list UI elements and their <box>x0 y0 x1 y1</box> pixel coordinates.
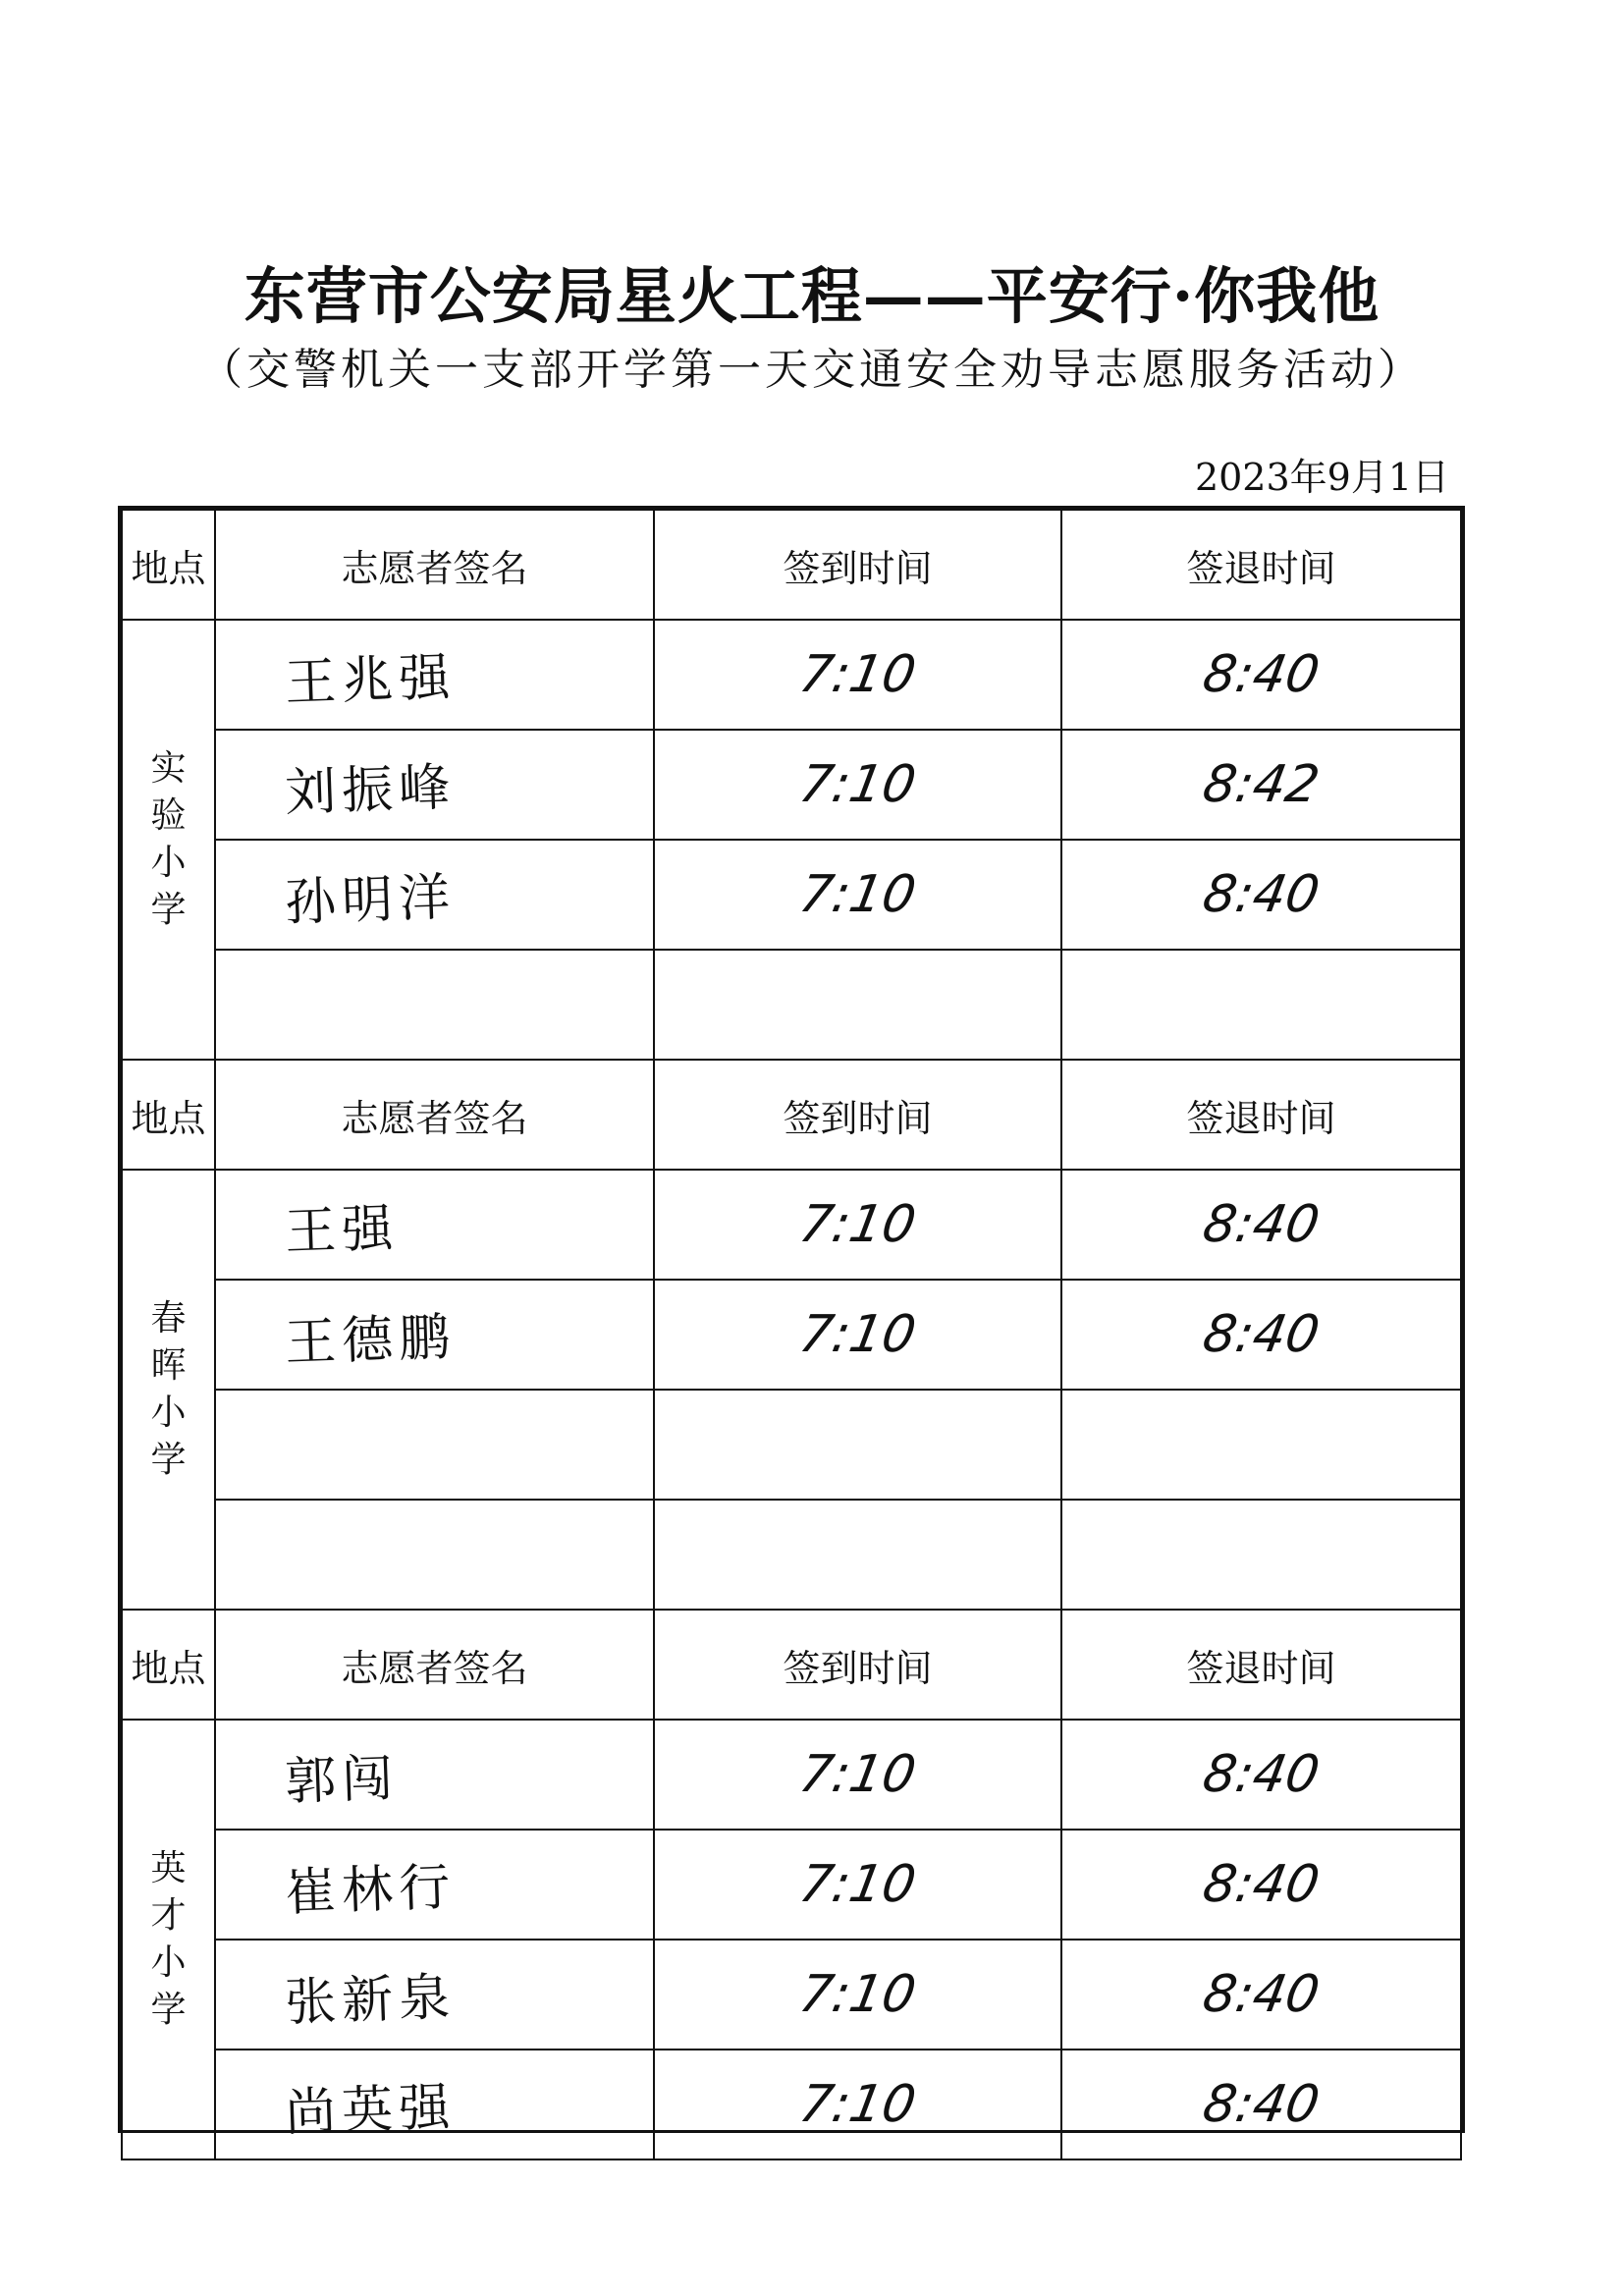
check-out-time-cell <box>1061 950 1461 1060</box>
volunteer-signature-cell <box>215 1720 654 1830</box>
volunteer-signature: 孙明洋 <box>284 867 458 933</box>
check-out-time: 8:40 <box>1198 865 1325 924</box>
table-row <box>122 1720 1461 1830</box>
check-in-time-cell <box>654 1170 1061 1280</box>
header-check-in: 签到时间 <box>654 1060 1061 1170</box>
check-in-time: 7:10 <box>794 1305 921 1364</box>
check-in-time-cell <box>654 1390 1061 1500</box>
check-in-time-cell <box>654 1500 1061 1610</box>
check-out-time-cell <box>1061 840 1461 950</box>
table-row <box>122 840 1461 950</box>
check-in-time: 7:10 <box>794 2075 921 2134</box>
check-out-time-cell <box>1061 1170 1461 1280</box>
volunteer-signature-cell <box>215 950 654 1060</box>
header-location: 地点 <box>122 510 215 620</box>
check-in-time: 7:10 <box>794 1965 921 2024</box>
table-row <box>122 1390 1461 1500</box>
document-title: 东营市公安局星火工程——平安行·你我他 <box>244 260 1380 332</box>
signin-sheet <box>118 506 1465 2143</box>
volunteer-signature: 郭闯 <box>284 1748 401 1812</box>
volunteer-signature-cell <box>215 2050 654 2159</box>
check-out-time-cell <box>1061 620 1461 730</box>
check-in-time-cell <box>654 620 1061 730</box>
check-in-time-cell <box>654 1280 1061 1390</box>
location-name: 英才小学 <box>150 1848 187 2030</box>
check-out-time: 8:40 <box>1198 1745 1325 1804</box>
location-name: 实验小学 <box>150 748 187 930</box>
check-out-time-cell <box>1061 1940 1461 2050</box>
location-cell <box>122 1720 215 2159</box>
header-signature: 志愿者签名 <box>215 510 654 620</box>
table-row <box>122 1280 1461 1390</box>
header-row <box>122 510 1461 620</box>
header-location: 地点 <box>122 1610 215 1720</box>
check-out-time: 8:40 <box>1198 645 1325 704</box>
check-out-time-cell <box>1061 1390 1461 1500</box>
volunteer-signature-cell <box>215 1830 654 1940</box>
table-row <box>122 1940 1461 2050</box>
location-cell <box>122 620 215 1060</box>
check-out-time: 8:40 <box>1198 1305 1325 1364</box>
document-date: 2023年9月1日 <box>1194 456 1449 499</box>
header-signature: 志愿者签名 <box>215 1060 654 1170</box>
volunteer-signature: 张新泉 <box>284 1967 458 2033</box>
check-in-time-cell <box>654 730 1061 840</box>
header-check-out: 签退时间 <box>1061 510 1461 620</box>
header-check-in: 签到时间 <box>654 510 1061 620</box>
volunteer-signature: 王强 <box>284 1198 401 1262</box>
header-check-in: 签到时间 <box>654 1610 1061 1720</box>
check-out-time: 8:42 <box>1198 755 1325 814</box>
header-row <box>122 1610 1461 1720</box>
table-row <box>122 1830 1461 1940</box>
volunteer-signature-cell <box>215 1940 654 2050</box>
volunteer-signature-cell <box>215 1280 654 1390</box>
check-out-time-cell <box>1061 1830 1461 1940</box>
check-in-time: 7:10 <box>794 1745 921 1804</box>
header-row <box>122 1060 1461 1170</box>
check-in-time: 7:10 <box>794 1855 921 1914</box>
volunteer-signature-cell <box>215 1390 654 1500</box>
check-in-time: 7:10 <box>794 1195 921 1254</box>
volunteer-signature: 王兆强 <box>284 647 458 713</box>
header-signature: 志愿者签名 <box>215 1610 654 1720</box>
check-in-time-cell <box>654 2050 1061 2159</box>
table-row <box>122 1500 1461 1610</box>
table-row <box>122 2050 1461 2159</box>
check-out-time-cell <box>1061 1280 1461 1390</box>
volunteer-signature-cell <box>215 620 654 730</box>
volunteer-signature: 刘振峰 <box>284 757 458 823</box>
check-in-time: 7:10 <box>794 865 921 924</box>
table-row <box>122 1170 1461 1280</box>
check-in-time: 7:10 <box>794 645 921 704</box>
check-out-time: 8:40 <box>1198 1965 1325 2024</box>
header-check-out: 签退时间 <box>1061 1610 1461 1720</box>
table-row <box>122 730 1461 840</box>
check-out-time: 8:40 <box>1198 1195 1325 1254</box>
volunteer-signature: 崔林行 <box>284 1857 458 1923</box>
volunteer-signature-cell <box>215 730 654 840</box>
location-cell <box>122 1170 215 1610</box>
check-in-time-cell <box>654 1830 1061 1940</box>
table-row <box>122 950 1461 1060</box>
check-out-time: 8:40 <box>1198 1855 1325 1914</box>
check-in-time-cell <box>654 950 1061 1060</box>
volunteer-signature: 王德鹏 <box>284 1307 458 1373</box>
check-in-time-cell <box>654 1720 1061 1830</box>
check-out-time-cell <box>1061 1720 1461 1830</box>
signin-table <box>121 509 1462 2160</box>
header-check-out: 签退时间 <box>1061 1060 1461 1170</box>
table-row <box>122 620 1461 730</box>
check-in-time: 7:10 <box>794 755 921 814</box>
document-subtitle: （交警机关一支部开学第一天交通安全劝导志愿服务活动） <box>199 345 1425 395</box>
check-out-time: 8:40 <box>1198 2075 1325 2134</box>
volunteer-signature-cell <box>215 1170 654 1280</box>
check-out-time-cell <box>1061 730 1461 840</box>
check-out-time-cell <box>1061 2050 1461 2159</box>
location-name: 春晖小学 <box>150 1298 187 1480</box>
check-out-time-cell <box>1061 1500 1461 1610</box>
check-in-time-cell <box>654 840 1061 950</box>
header-location: 地点 <box>122 1060 215 1170</box>
volunteer-signature-cell <box>215 1500 654 1610</box>
volunteer-signature: 尚英强 <box>284 2077 458 2143</box>
check-in-time-cell <box>654 1940 1061 2050</box>
volunteer-signature-cell <box>215 840 654 950</box>
